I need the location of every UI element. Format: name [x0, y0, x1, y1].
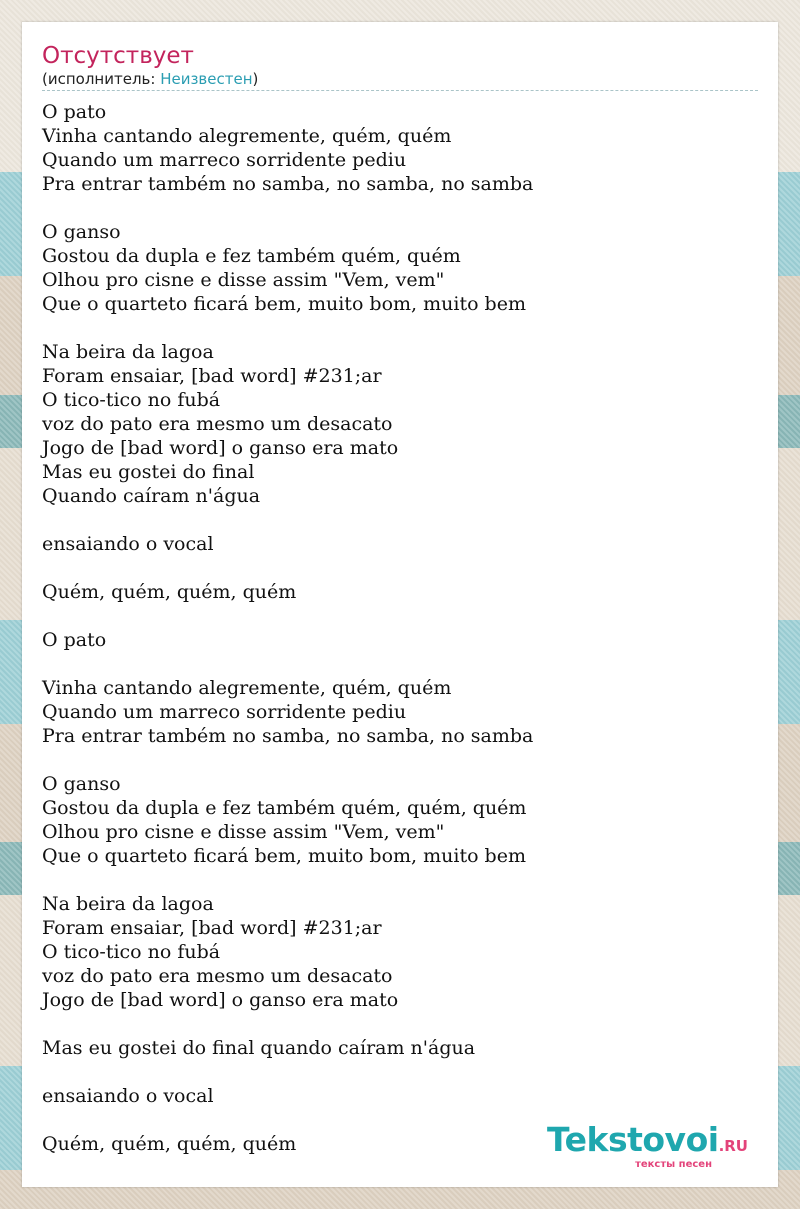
lyric-line — [42, 868, 758, 892]
lyric-line: Foram ensaiar, [bad word] #231;ar — [42, 365, 382, 387]
lyric-line: O pato — [42, 629, 107, 651]
lyric-line: O ganso — [42, 221, 121, 243]
logo-tagline: тексты песен — [635, 1159, 712, 1170]
lyric-line: Quém, quém, quém, quém — [42, 581, 297, 603]
lyric-line: Pra entrar também no samba, no samba, no samba — [42, 725, 534, 747]
lyric-line: Na beira da lagoa — [42, 341, 214, 363]
lyric-line: ensaiando o vocal — [42, 1085, 214, 1107]
lyric-line: Gostou da dupla e fez também quém, quém — [42, 245, 461, 267]
lyric-line: Que o quarteto ficará bem, muito bom, muito bem — [42, 845, 526, 867]
lyric-line: Jogo de [bad word] o ganso era mato — [42, 437, 399, 459]
lyric-line — [42, 748, 758, 772]
lyric-line — [42, 652, 758, 676]
artist-link[interactable]: Неизвестен — [160, 70, 253, 88]
lyric-line: Gostou da dupla e fez também quém, quém, quém — [42, 797, 527, 819]
lyric-line — [42, 604, 758, 628]
artist-line — [42, 70, 758, 91]
lyric-line: Olhou pro cisne e disse assim "Vem, vem" — [42, 821, 445, 843]
lyric-line: Foram ensaiar, [bad word] #231;ar — [42, 917, 382, 939]
logo-wordmark — [547, 1120, 748, 1162]
lyric-line: ensaiando o vocal — [42, 533, 214, 555]
lyrics-text — [42, 100, 758, 1156]
artist-suffix: ) — [252, 70, 259, 88]
lyric-line: voz do pato era mesmo um desacato — [42, 965, 393, 987]
lyric-line: O tico-tico no fubá — [42, 941, 221, 963]
lyric-line: O ganso — [42, 773, 121, 795]
logo-main-text: Tekstovoi — [547, 1120, 719, 1159]
lyric-line: Que o quarteto ficará bem, muito bom, muito bem — [42, 293, 526, 315]
lyric-line: Quando um marreco sorridente pediu — [42, 701, 407, 723]
lyric-line: Quando um marreco sorridente pediu — [42, 149, 407, 171]
lyric-line: Quando caíram n'água — [42, 485, 261, 507]
logo-tld: .RU — [718, 1137, 748, 1155]
lyric-line — [42, 508, 758, 532]
artist-prefix: (исполнитель: — [42, 70, 161, 88]
lyric-line — [42, 556, 758, 580]
lyric-line: Jogo de [bad word] o ganso era mato — [42, 989, 399, 1011]
lyrics-card — [22, 22, 778, 1187]
lyric-line: O tico-tico no fubá — [42, 389, 221, 411]
lyric-line: O pato — [42, 101, 107, 123]
song-title: Отсутствует — [42, 43, 194, 69]
lyric-line — [42, 196, 758, 220]
lyric-line — [42, 1060, 758, 1084]
lyric-line: Olhou pro cisne e disse assim "Vem, vem" — [42, 269, 445, 291]
lyric-line: Vinha cantando alegremente, quém, quém — [42, 677, 452, 699]
lyric-line: Na beira da lagoa — [42, 893, 214, 915]
lyric-line: Pra entrar também no samba, no samba, no samba — [42, 173, 534, 195]
site-logo[interactable] — [547, 1120, 748, 1170]
lyric-line: Quém, quém, quém, quém — [42, 1133, 297, 1155]
lyric-line — [42, 316, 758, 340]
lyric-line — [42, 1012, 758, 1036]
lyric-line: voz do pato era mesmo um desacato — [42, 413, 393, 435]
lyric-line: Vinha cantando alegremente, quém, quém — [42, 125, 452, 147]
lyric-line: Mas eu gostei do final quando caíram n'água — [42, 1037, 476, 1059]
lyric-line: Mas eu gostei do final — [42, 461, 255, 483]
